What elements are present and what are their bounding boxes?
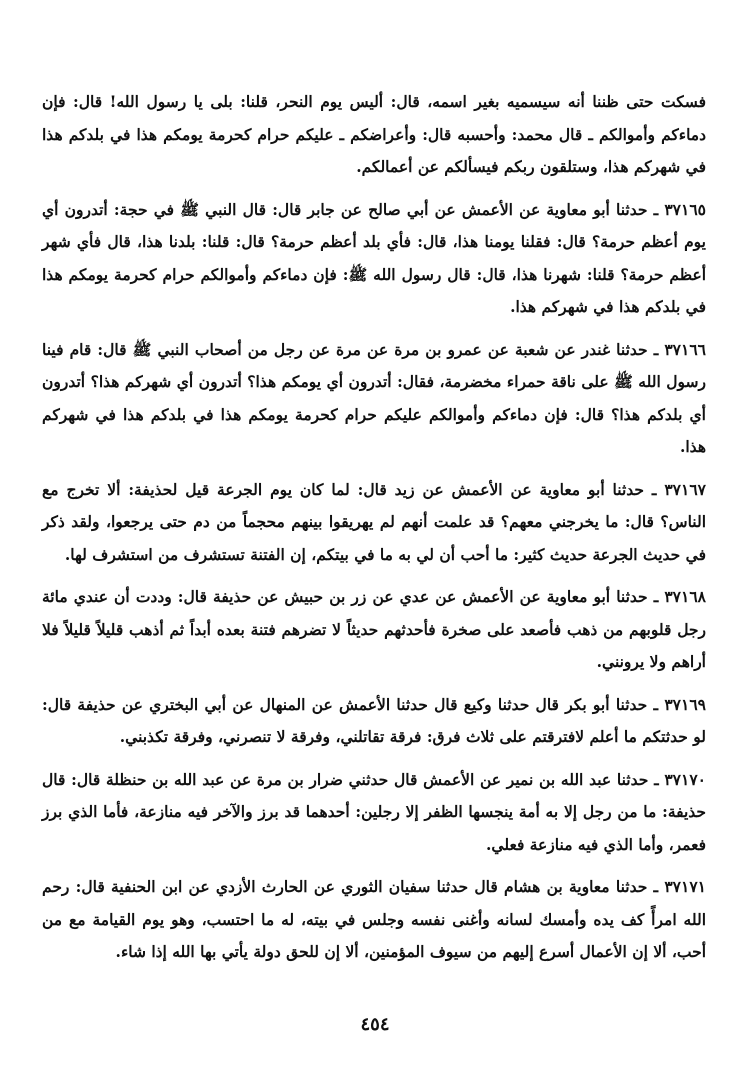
hadith-37168: ٣٧١٦٨ ـ حدثنا أبو معاوية عن الأعمش عن عدي عن زر بن حبيش عن حذيفة قال: وددت أن عندي مائة رجل قلوبهم من ذهب فأصعد على صخرة فأحدثهم حديثاً لا تضرهم فتنة بعده أبداً ثم أذهب قليلاً قليلاً فلا أراهم ولا يرونني.: [42, 587, 706, 671]
hadith-37167: ٣٧١٦٧ ـ حدثنا أبو معاوية عن الأعمش عن زيد قال: لما كان يوم الجرعة قيل لحذيفة: ألا تخرج مع الناس؟ قال: ما يخرجني معهم؟ قد علمت أنهم لم يهريقوا بينهم محجماً من دم حتى يرجعوا، ولقد ذكر في حديث الجرعة حديث كثير: ما أحب أن لي به ما في بيتكم، إن الفتنة تستشرف من استشرف لها.: [42, 479, 706, 564]
page-number: ٤٥٤: [360, 1014, 390, 1035]
hadith-37171: ٣٧١٧١ ـ حدثنا معاوية بن هشام قال حدثنا سفيان الثوري عن الحارث الأزدي عن ابن الحنفية قال: رحم الله امرأً كف يده وأمسك لسانه وأغنى نفسه وجلس في بيته، له ما احتسب، وهو يوم القيامة مع من أحب، ألا إن الأعمال أسرع إليهم من سيوف المؤمنين، ألا إن للحق دولة يأتي بها الله إذا شاء.: [42, 877, 706, 961]
hadith-37169: ٣٧١٦٩ ـ حدثنا أبو بكر قال حدثنا وكيع قال حدثنا الأعمش عن المنهال عن أبي البختري عن حذيفة قال: لو حدثتكم ما أعلم لافترقتم على ثلاث فرق: فرقة تقاتلني، وفرقة لا تنصرني، وفرقة تكذبني.: [42, 694, 706, 746]
hadith-37166: ٣٧١٦٦ ـ حدثنا غندر عن شعبة عن عمرو بن مرة عن مرة عن رجل من أصحاب النبي ﷺ قال: قام فينا رسول الله ﷺ على ناقة حمراء مخضرمة، فقال: أتدرون أي يومكم هذا؟ أتدرون أي شهركم هذا؟ أتدرون أي بلدكم هذا؟ قال: فإن دماءكم وأموالكم عليكم حرام كحرمة يومكم هذا في بلدكم هذا في شهركم هذا.: [42, 339, 706, 456]
hadith-37165: ٣٧١٦٥ ـ حدثنا أبو معاوية عن الأعمش عن أبي صالح عن جابر قال: قال النبي ﷺ في حجة: أتدرون أي يوم أعظم حرمة؟ قال: فقلنا يومنا هذا، قال: فأي بلد أعظم حرمة؟ قال: قلنا: بلدنا هذا، قال فأي شهر أعظم حرمة؟ قلنا: شهرنا هذا، قال: قال رسول الله ﷺ: فإن دماءكم وأموالكم حرام كحرمة يومكم هذا في بلدكم هذا في شهركم هذا.: [42, 199, 706, 316]
page-body: [42, 86, 706, 969]
hadith-37170: ٣٧١٧٠ ـ حدثنا عبد الله بن نمير عن الأعمش قال حدثني ضرار بن مرة عن عبد الله بن حنظلة قال: قال حذيفة: ما من رجل إلا به أمة ينجسها الظفر إلا رجلين: أحدهما قد برز والآخر فيه منازعة، فأما الذي برز فعمر، وأما الذي فيه منازعة فعلي.: [42, 769, 706, 854]
paragraph: فسكت حتى ظننا أنه سيسميه بغير اسمه، قال: أليس يوم النحر، قلنا: بلى يا رسول الله! قال: فإن دماءكم وأموالكم ـ قال محمد: وأحسبه قال: وأعراضكم ـ عليكم حرام كحرمة يومكم هذا في بلدكم هذا في شهركم هذا، وستلقون ربكم فيسألكم عن أعمالكم.: [42, 92, 706, 176]
